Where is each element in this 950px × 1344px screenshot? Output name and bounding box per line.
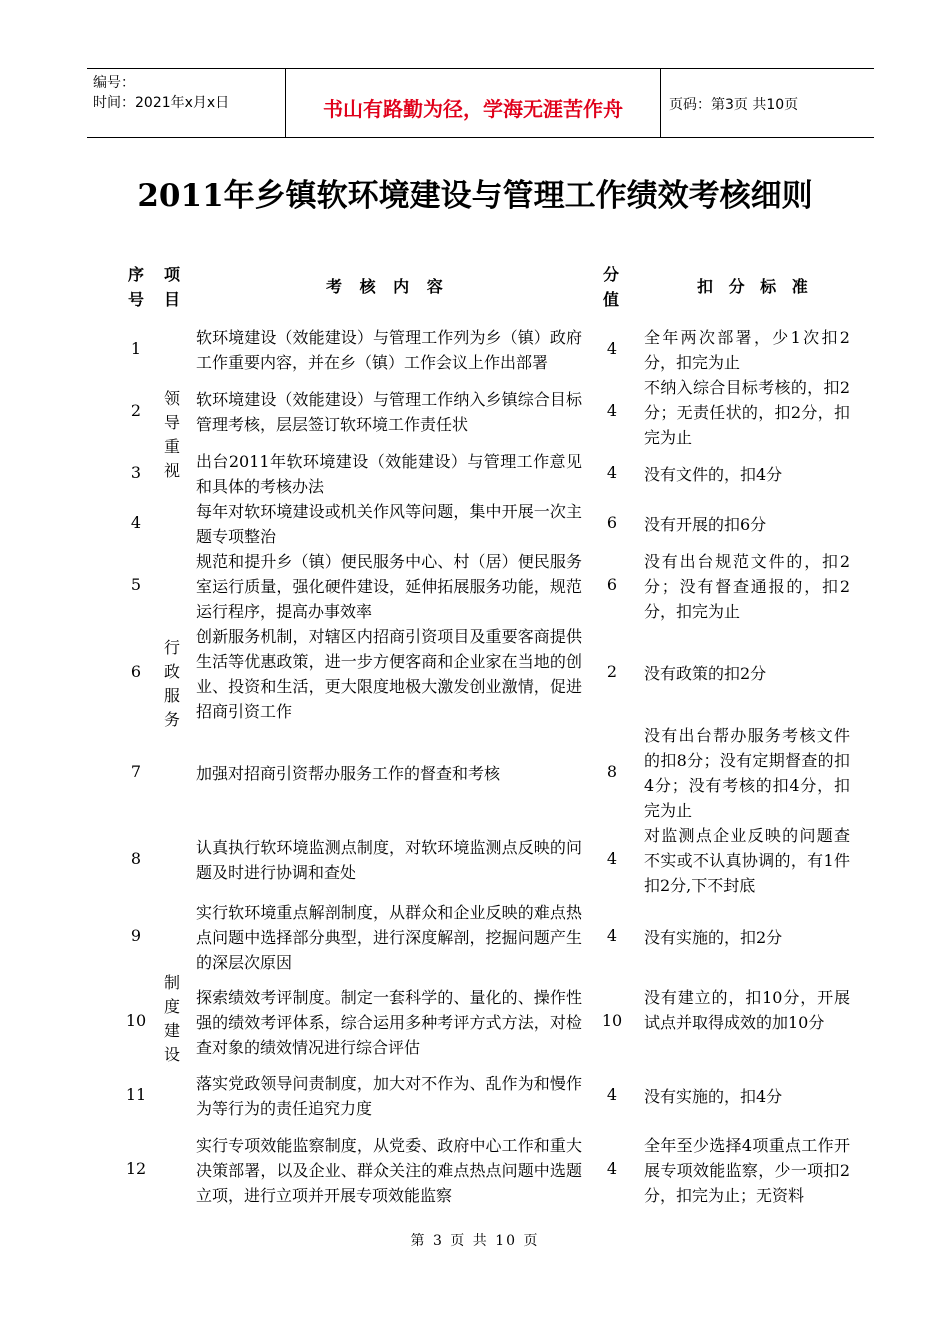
row-standard: 没有实施的，扣4分 — [644, 1087, 783, 1106]
row-content: 实行软环境重点解剖制度，从群众和企业反映的难点热点问题中选择部分典型，进行深度解剖，挖掘问题产生的深层次原因 — [196, 903, 582, 972]
row-score: 2 — [606, 662, 618, 681]
row-standard: 没有出台帮办服务考核文件的扣8分；没有定期督查的扣4分；没有考核的扣4分，扣完为止 — [644, 726, 850, 820]
row-score: 4 — [606, 926, 618, 945]
row-content: 每年对软环境建设或机关作风等问题，集中开展一次主题专项整治 — [196, 502, 582, 546]
row-content: 软环境建设（效能建设）与管理工作纳入乡镇综合目标管理考核，层层签订软环境工作责任状 — [196, 390, 582, 434]
document-title: 2011年乡镇软环境建设与管理工作绩效考核细则 — [137, 178, 813, 214]
row-content: 加强对招商引资帮办服务工作的督查和考核 — [196, 764, 501, 783]
row-content: 落实党政领导问责制度，加大对不作为、乱作为和慢作为等行为的责任追究力度 — [196, 1074, 582, 1118]
row-number: 11 — [125, 1085, 147, 1104]
row-standard: 没有开展的扣6分 — [644, 515, 767, 534]
row-number: 10 — [125, 1011, 147, 1030]
row-number: 6 — [130, 662, 142, 681]
row-content: 实行专项效能监察制度，从党委、政府中心工作和重大决策部署，以及企业、群众关注的难点热点问题中选题立项，进行立项并开展专项效能监察 — [196, 1136, 582, 1205]
row-score: 4 — [606, 849, 618, 868]
row-number: 12 — [125, 1159, 147, 1178]
row-score: 4 — [606, 1085, 618, 1104]
number-label: 编号： — [93, 75, 135, 91]
header-page-cell — [659, 69, 874, 137]
row-score: 6 — [606, 513, 618, 532]
header-content: 考 核 内 容 — [326, 277, 449, 296]
row-standard: 没有文件的，扣4分 — [644, 465, 783, 484]
page-header — [87, 68, 874, 138]
header-seq-top: 序 — [128, 265, 145, 284]
row-standard: 不纳入综合目标考核的，扣2分；无责任状的，扣2分，扣完为止 — [644, 378, 850, 447]
header-seq-bottom: 号 — [128, 290, 145, 309]
row-number: 1 — [130, 339, 142, 358]
row-content: 认真执行软环境监测点制度，对软环境监测点反映的问题及时进行协调和查处 — [196, 838, 582, 882]
time-label: 时间：2021年x月x日 — [93, 95, 230, 111]
row-standard: 全年至少选择4项重点工作开展专项效能监察，少一项扣2分，扣完为止；无资料 — [644, 1136, 850, 1205]
row-content: 规范和提升乡（镇）便民服务中心、村（居）便民服务室运行质量，强化硬件建设，延伸拓展服务功能，规范运行程序，提高办事效率 — [196, 552, 582, 621]
header-score-bottom: 值 — [603, 290, 620, 309]
row-number: 4 — [130, 513, 142, 532]
row-number: 9 — [130, 926, 142, 945]
header-item-bottom: 目 — [164, 290, 181, 309]
header-meta — [87, 69, 285, 137]
row-number: 8 — [130, 849, 142, 868]
row-score: 4 — [606, 463, 618, 482]
header-score-top: 分 — [603, 265, 620, 284]
row-score: 8 — [606, 762, 618, 781]
row-standard: 没有建立的，扣10分，开展试点并取得成效的加10分 — [644, 988, 850, 1032]
row-standard: 没有实施的，扣2分 — [644, 928, 783, 947]
row-number: 5 — [130, 575, 142, 594]
group-label-system-building: 制 度 建 设 — [163, 973, 180, 1064]
row-number: 2 — [130, 401, 142, 420]
row-score: 4 — [606, 1159, 618, 1178]
row-number: 3 — [130, 463, 142, 482]
row-content: 出台2011年软环境建设（效能建设）与管理工作意见和具体的考核办法 — [196, 452, 582, 496]
header-item-top: 项 — [164, 265, 181, 284]
row-score: 4 — [606, 401, 618, 420]
header-standard: 扣 分 标 准 — [697, 277, 813, 296]
row-content: 创新服务机制，对辖区内招商引资项目及重要客商提供生活等优惠政策，进一步方便客商和企业家在当地的创业、投资和生活，更大限度地极大激发创业激情，促进招商引资工作 — [196, 627, 582, 721]
row-standard: 没有出台规范文件的，扣2分；没有督查通报的，扣2分，扣完为止 — [644, 552, 850, 621]
motto: 书山有路勤为径，学海无涯苦作舟 — [323, 97, 623, 121]
page-footer: 第 3 页 共 10 页 — [410, 1233, 540, 1249]
row-score: 6 — [606, 575, 618, 594]
row-number: 7 — [130, 762, 142, 781]
row-score: 10 — [601, 1011, 623, 1030]
header-motto-cell — [285, 69, 661, 137]
row-score: 4 — [606, 339, 618, 358]
row-content: 软环境建设（效能建设）与管理工作列为乡（镇）政府工作重要内容，并在乡（镇）工作会议上作出部署 — [196, 328, 582, 372]
group-label-admin-service: 行 政 服 务 — [163, 638, 180, 729]
row-standard: 没有政策的扣2分 — [644, 664, 767, 683]
row-standard: 对监测点企业反映的问题查不实或不认真协调的，有1件扣2分,下不封底 — [644, 826, 850, 895]
row-standard: 全年两次部署，少1次扣2分，扣完为止 — [644, 328, 850, 372]
row-content: 探索绩效考评制度。制定一套科学的、量化的、操作性强的绩效考评体系，综合运用多种考评方式方法，对检查对象的绩效情况进行综合评估 — [196, 988, 582, 1057]
page-label: 页码：第3页 共10页 — [669, 97, 799, 113]
group-label-leadership: 领 导 重 视 — [163, 389, 180, 480]
